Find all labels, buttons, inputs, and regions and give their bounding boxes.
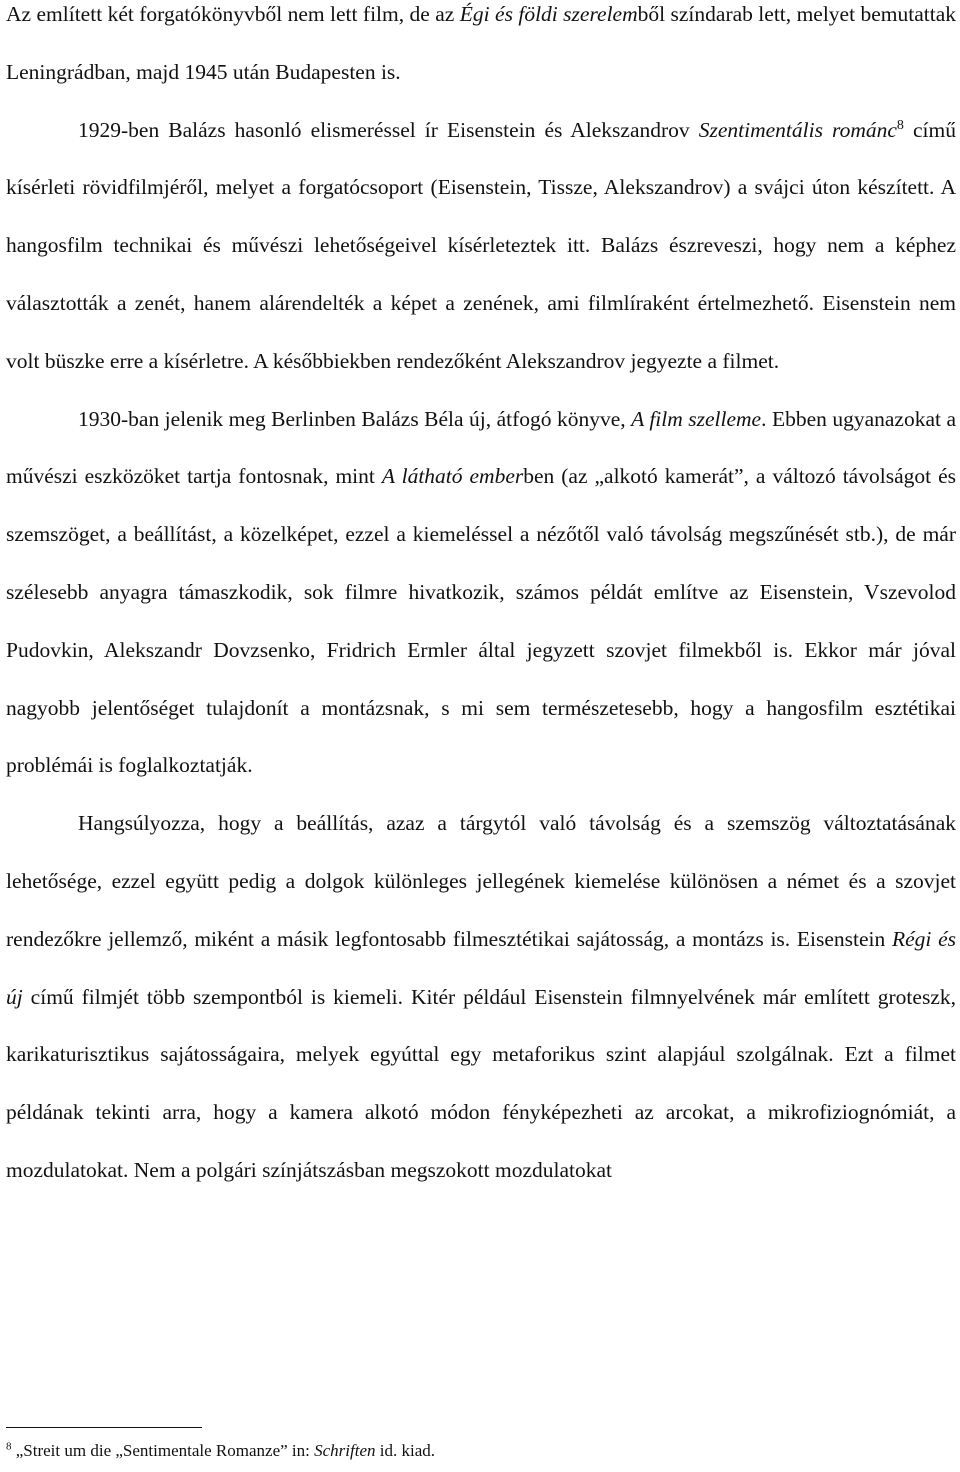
text-run: Hangsúlyozza, hogy a beállítás, azaz a tárgytól való távolság és a szemszög változtatásának lehetősége, ezzel együtt pedig a dolgok különleges jellegének kiemelése különösen a német és a szovjet rendezőkre jellemző, miként a másik legfontosabb filmesztétikai sajátosság, a montázs is. Eisenstein [6,811,956,951]
footnote-text-before: „Streit um die „Sentimentale Romanze” in: [11,1441,315,1460]
paragraph-1 [6,0,956,102]
text-run: című kísérleti rövidfilmjéről, melyet a forgatócsoport (Eisenstein, Tissze, Alekszandrov) a svájci úton készített. A hangosfilm technikai és művészi lehetőségeivel kísérleteztek itt. Balázs észreveszi, hogy nem a képhez választották a zenét, hanem alárendelték a képet a zenének, ami filmlíraként értelmezhető. Eisenstein nem volt büszke erre a kísérletre. A későbbiekben rendezőként Alekszandrov jegyezte a filmet. [6,117,956,373]
paragraph-4 [6,795,956,1200]
italic-title: A film szelleme [631,406,762,431]
text-run: 1930-ban jelenik meg Berlinben Balázs Béla új, átfogó könyve, [78,406,632,431]
footnote-reference: 8 [896,117,904,133]
text-run: 1929-ben Balázs hasonló elismeréssel ír Eisenstein és Alekszandrov [78,117,699,142]
footnote-text-after: id. kiad. [375,1441,435,1460]
footnote-separator [6,1427,202,1428]
document-page [6,0,956,1200]
paragraph-3 [6,391,956,796]
text-run: című filmjét több szempontból is kiemeli. Kitér például Eisenstein filmnyelvének már említett groteszk, karikaturisztikus sajátosságaira, melyek egyúttal egy metaforikus szint alapjául szolgálnak. Ezt a filmet példának tekinti arra, hogy a kamera alkotó módon fényképezheti az arcokat, a mikrofiziognómiát, a mozdulatokat. Nem a polgári színjátszásban megszokott mozdulatokat [6,984,956,1182]
text-run: ben (az „alkotó kamerát”, a változó távolságot és szemszöget, a beállítást, a közelképet, ezzel a kiemeléssel a nézőtől való távolság megszűnését stb.), de már szélesebb anyagra támaszkodik, sok filmre hivatkozik, számos példát említve az Eisenstein, Vszevolod Pudovkin, Alekszandr Dovzsenko, Fridrich Ermler által jegyzett szovjet filmekből is. Ekkor már jóval nagyobb jelentőséget tulajdonít a montázsnak, s mi sem természetesebb, hogy a hangosfilm esztétikai problémái is foglalkoztatják. [6,464,956,778]
footnote-italic-title: Schriften [314,1441,376,1460]
footnote-number: 8 [6,1440,12,1453]
text-run: ből színdarab lett, melyet bemutattak Leningrádban, majd 1945 után Budapesten is. [6,2,957,84]
italic-title: A látható ember [381,464,524,489]
footnote-8 [6,1440,435,1462]
paragraph-2 [6,102,956,391]
text-run: . Ebben ugyanazokat a művészi eszközöket tartja fontosnak, mint [6,406,956,489]
italic-title: Szentimentális románc [698,117,897,142]
italic-title: Égi és földi szerelem [459,2,638,26]
text-run: Az említett két forgatókönyvből nem lett film, de az [6,2,460,26]
italic-title: Régi és új [6,926,956,1009]
